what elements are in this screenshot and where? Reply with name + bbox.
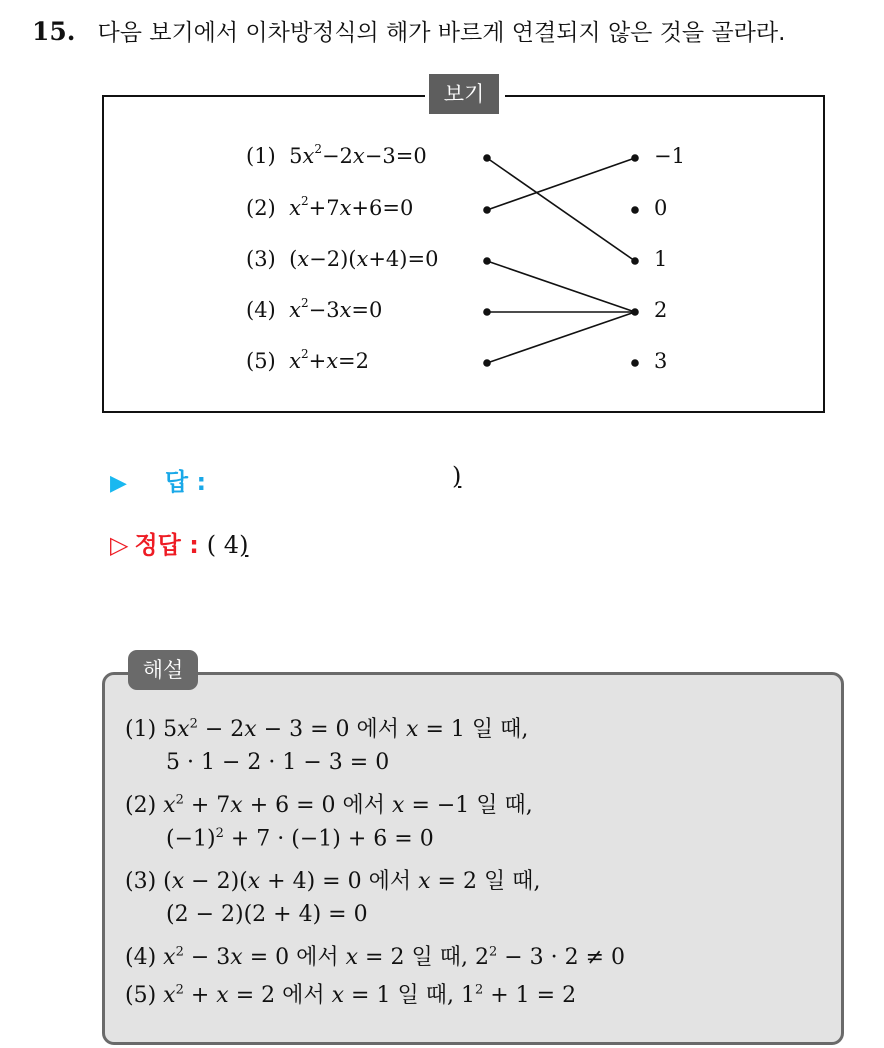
answer-value-2: 0	[654, 196, 668, 220]
solution-line-5: (3) (x − 2)(x + 4) = 0 에서 x = 2 일 때,	[125, 869, 541, 894]
correct-answer-row	[110, 525, 248, 560]
answer-value-3: 1	[654, 247, 668, 271]
answer-value-4: 2	[654, 298, 668, 322]
equation-dot-5	[483, 359, 491, 367]
equation-dot-1	[483, 154, 491, 162]
answer-blank[interactable]: )	[452, 462, 462, 490]
solution-line-2: 5 · 1 − 2 · 1 − 3 = 0	[166, 750, 390, 775]
equation-dot-2	[483, 206, 491, 214]
connection-line-2	[487, 158, 635, 210]
answer-dot-2	[631, 206, 639, 214]
answer-value-1: −1	[654, 144, 685, 168]
answer-row	[110, 462, 206, 497]
solution-tab: 해설	[128, 650, 198, 690]
equation-5: (5) $x^2+x=2$	[246, 347, 370, 373]
outline-triangle-icon: ▷	[110, 531, 129, 559]
connection-line-3	[487, 261, 635, 312]
connection-line-5	[487, 312, 635, 363]
question-text: 다음 보기에서 이차방정식의 해가 바르게 연결되지 않은 것을 골라라.	[97, 20, 786, 46]
solution-line-8: (5) $x^2 + x = 2$ 에서 x = 1 일 때, $1^2 + 1 = 2$	[125, 982, 577, 1008]
solution-line-4: $(-1)^2 + 7 \cdot (-1) + 6 = 0$	[166, 826, 434, 852]
solution-line-7: (4) $x^2 - 3x = 0$ 에서 x = 2 일 때, $2^2 - 3 \cdot 2 \ne 0$	[125, 944, 626, 970]
equation-3: (3) (x−2)(x+4)=0	[246, 247, 439, 271]
equation-4: (4) $x^2-3x=0$	[246, 296, 383, 322]
correct-label: 정답 :	[134, 531, 199, 559]
correct-value: ( 4)	[206, 531, 249, 559]
answer-dot-4	[631, 308, 639, 316]
solution-line-6: (2 − 2)(2 + 4) = 0	[166, 902, 368, 927]
answer-dot-3	[631, 257, 639, 265]
bogi-tab: 보기	[429, 74, 499, 114]
play-triangle-icon: ▶	[110, 471, 127, 496]
equation-dot-3	[483, 257, 491, 265]
connection-line-1	[487, 158, 635, 261]
equation-2: (2) $x^2+7x+6=0$	[246, 194, 414, 220]
solution-line-1: (1) $5x^2 - 2x - 3 = 0$ 에서 x = 1 일 때,	[125, 716, 529, 742]
answer-label: 답 :	[164, 468, 207, 496]
answer-dot-1	[631, 154, 639, 162]
equation-dot-4	[483, 308, 491, 316]
equation-1: (1) $5x^2-2x-3=0$	[246, 142, 427, 168]
answer-dot-5	[631, 359, 639, 367]
solution-line-3: (2) $x^2 + 7x + 6 = 0$ 에서 x = −1 일 때,	[125, 792, 533, 818]
answer-value-5: 3	[654, 349, 668, 373]
question-number: 15.	[32, 17, 76, 46]
